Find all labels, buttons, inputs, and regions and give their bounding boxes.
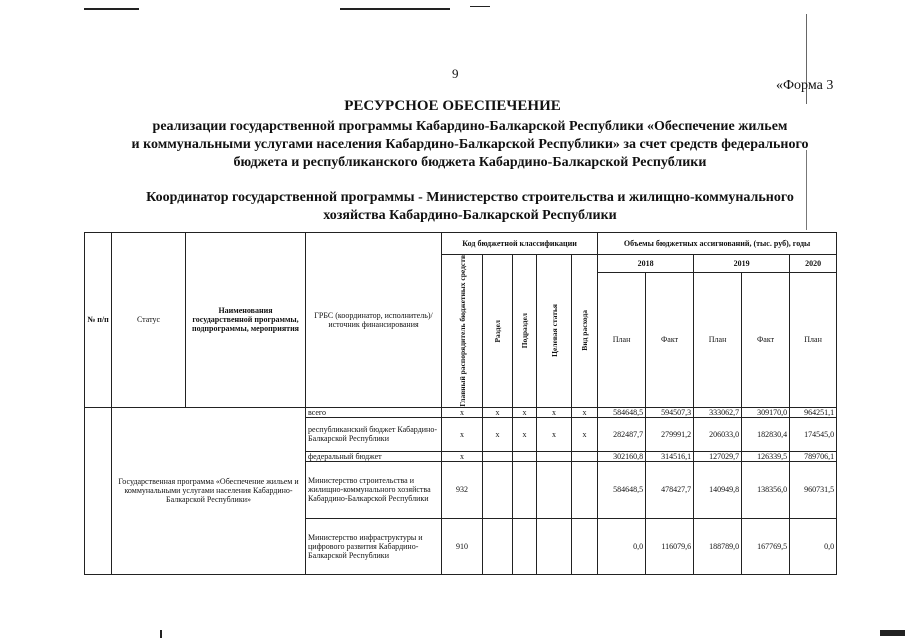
cell-code: [572, 518, 598, 574]
cell-value: 138356,0: [742, 461, 790, 518]
cell-value: 0,0: [790, 518, 837, 574]
header-grbs: ГРБС (координатор, исполнитель)/источник финансирования: [306, 233, 442, 408]
cell-source: всего: [306, 407, 442, 417]
header-kbk-type-text: Вид расхода: [580, 310, 590, 352]
document-title: РЕСУРСНОЕ ОБЕСПЕЧЕНИЕ: [344, 98, 561, 114]
cell-code: [572, 461, 598, 518]
scan-mark-bottom-right: [880, 630, 905, 636]
cell-code: x: [513, 407, 537, 417]
table-row: [85, 407, 837, 417]
cell-value: 279991,2: [646, 417, 694, 451]
cell-value: 960731,5: [790, 461, 837, 518]
cell-value: 789706,1: [790, 451, 837, 461]
cell-source: Министерство строительства и жилищно-коммунального хозяйства Кабардино-Балкарской Республики: [306, 461, 442, 518]
cell-code: x: [483, 417, 513, 451]
cell-value: 584648,5: [598, 461, 646, 518]
page-number: 9: [452, 66, 459, 81]
header-subcol: План: [598, 272, 646, 407]
cell-value: 333062,7: [694, 407, 742, 417]
cell-code: [513, 461, 537, 518]
header-kbk-subsection-text: Подраздел: [520, 313, 529, 349]
cell-code: x: [537, 417, 572, 451]
resource-table: [84, 232, 837, 575]
cell-code: 932: [442, 461, 483, 518]
scan-line-top-mid: [340, 8, 450, 10]
cell-code: x: [442, 451, 483, 461]
cell-source: республиканский бюджет Кабардино- Балкарской Республики: [306, 417, 442, 451]
cell-value: 309170,0: [742, 407, 790, 417]
cell-value: 302160,8: [598, 451, 646, 461]
cell-code: x: [442, 407, 483, 417]
header-kbk-target-text: Целевая статья: [549, 304, 559, 358]
header-kbk-subsection: [513, 255, 537, 408]
cell-code: x: [483, 407, 513, 417]
coordinator-line: хозяйства Кабардино-Балкарской Республики: [323, 208, 617, 223]
cell-code: x: [442, 417, 483, 451]
scan-line-top-left: [84, 8, 139, 10]
header-name: Наименования государственной программы, подпрограммы, мероприятия: [186, 233, 306, 408]
cell-value: 594507,3: [646, 407, 694, 417]
cell-value: 282487,7: [598, 417, 646, 451]
cell-code: 910: [442, 518, 483, 574]
coordinator-heading: [60, 189, 880, 225]
scan-line-top-right: [470, 6, 490, 7]
cell-code: [537, 518, 572, 574]
cell-value: 182830,4: [742, 417, 790, 451]
cell-code: [537, 451, 572, 461]
cell-code: [483, 451, 513, 461]
cell-value: 127029,7: [694, 451, 742, 461]
cell-value: 0,0: [598, 518, 646, 574]
cell-value: 140949,8: [694, 461, 742, 518]
cell-code: x: [572, 407, 598, 417]
cell-value: 314516,1: [646, 451, 694, 461]
header-year-2018: 2018: [598, 255, 694, 273]
cell-value: 167769,5: [742, 518, 790, 574]
cell-value: 964251,1: [790, 407, 837, 417]
header-subcol: Факт: [742, 272, 790, 407]
header-volumes-group: Объемы бюджетных ассигнований, (тыс. руб), годы: [598, 233, 837, 255]
header-kbk-grbs: [442, 255, 483, 408]
cell-value: 206033,0: [694, 417, 742, 451]
header-kbk-grbs-text: Главный распорядитель бюджетных средств: [457, 255, 467, 407]
header-subcol: Факт: [646, 272, 694, 407]
cell-code: [483, 461, 513, 518]
cell-code: [513, 518, 537, 574]
cell-code: [572, 451, 598, 461]
header-num: № п/п: [85, 233, 112, 408]
cell-code: [513, 451, 537, 461]
cell-value: 188789,0: [694, 518, 742, 574]
subtitle-line: бюджета и республиканского бюджета Кабардино-Балкарской Республики: [233, 155, 707, 170]
header-subcol: План: [790, 272, 837, 407]
cell-num: [85, 407, 112, 574]
header-kbk-section: [483, 255, 513, 408]
cell-source: федеральный бюджет: [306, 451, 442, 461]
cell-code: [483, 518, 513, 574]
header-subcol: План: [694, 272, 742, 407]
header-year-2020: 2020: [790, 255, 837, 273]
header-kbk-type: [572, 255, 598, 408]
header-status: Статус: [112, 233, 186, 408]
coordinator-line: Координатор государственной программы - Министерство строительства и жилищно-коммунального: [146, 190, 794, 205]
header-kbk-group: Код бюджетной классификации: [442, 233, 598, 255]
cell-value: 584648,5: [598, 407, 646, 417]
cell-code: x: [537, 407, 572, 417]
header-kbk-target: [537, 255, 572, 408]
header-year-2019: 2019: [694, 255, 790, 273]
program-name: Государственная программа «Обеспечение жильем и коммунальными услугами населения Кабардино-Балкарской Республики»: [112, 407, 306, 574]
cell-code: x: [513, 417, 537, 451]
cell-value: 116079,6: [646, 518, 694, 574]
cell-value: 174545,0: [790, 417, 837, 451]
subtitle-line: и коммунальными услугами населения Кабардино-Балкарской Республики» за счет средств федерального: [131, 137, 809, 152]
cell-value: 478427,7: [646, 461, 694, 518]
subtitle-line: реализации государственной программы Кабардино-Балкарской Республики «Обеспечение жильем: [152, 119, 788, 134]
cell-value: 126339,5: [742, 451, 790, 461]
cell-code: x: [572, 417, 598, 451]
cell-source: Министерство инфраструктуры и цифрового развития Кабардино-Балкарской Республики: [306, 518, 442, 574]
scan-mark-bottom: [160, 630, 162, 638]
form-label: «Форма 3: [776, 78, 834, 93]
document-subtitle: [60, 118, 880, 172]
header-kbk-section-text: Раздел: [493, 319, 502, 343]
cell-code: [537, 461, 572, 518]
